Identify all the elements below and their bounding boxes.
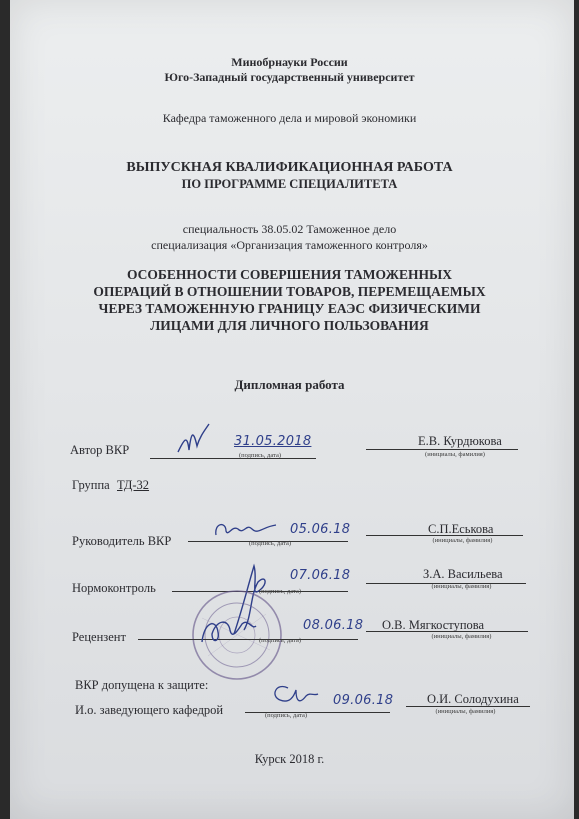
head-label: И.о. заведующего кафедрой <box>75 703 224 717</box>
group-label: Группа <box>72 478 110 492</box>
author-name: Е.В. Курдюкова <box>418 434 502 448</box>
author-label: Автор ВКР <box>70 443 130 457</box>
work-type-line-2: ПО ПРОГРАММЕ СПЕЦИАЛИТЕТА <box>181 177 398 191</box>
normcontrol-sign-caption: (подпись, дата) <box>258 588 302 595</box>
document-kind: Дипломная работа <box>234 377 345 392</box>
head-name-caption: (инициалы, фамилия) <box>435 708 496 715</box>
topic-line-4: ЛИЦАМИ ДЛЯ ЛИЧНОГО ПОЛЬЗОВАНИЯ <box>150 318 429 333</box>
author-name-line <box>366 449 518 450</box>
supervisor-sign-caption: (подпись, дата) <box>248 540 292 547</box>
author-signature <box>175 422 215 462</box>
group-value: ТД-32 <box>117 478 150 492</box>
author-sign-caption: (подпись, дата) <box>238 452 282 459</box>
supervisor-name: С.П.Еськова <box>428 522 494 536</box>
normcontrol-name-caption: (инициалы, фамилия) <box>431 583 492 590</box>
specialization-line: специализация «Организация таможенного контроля» <box>151 238 428 252</box>
reviewer-signature <box>198 612 260 650</box>
admission-line: ВКР допущена к защите: <box>75 678 209 692</box>
work-type-line-1: ВЫПУСКНАЯ КВАЛИФИКАЦИОННАЯ РАБОТА <box>126 160 453 175</box>
department-line: Кафедра таможенного дела и мировой экономики <box>162 111 417 125</box>
head-name: О.И. Солодухина <box>427 692 519 706</box>
reviewer-sign-caption: (подпись, дата) <box>258 637 302 644</box>
head-date: 09.06.18 <box>333 693 394 708</box>
speciality-line: специальность 38.05.02 Таможенное дело <box>182 222 397 236</box>
normcontrol-date: 07.06.18 <box>290 568 351 583</box>
topic-line-1: ОСОБЕННОСТИ СОВЕРШЕНИЯ ТАМОЖЕННЫХ <box>127 267 452 282</box>
topic-line-2: ОПЕРАЦИЙ В ОТНОШЕНИИ ТОВАРОВ, ПЕРЕМЕЩАЕМЫХ <box>93 284 486 299</box>
author-date: 31.05.2018 <box>234 434 312 449</box>
supervisor-label: Руководитель ВКР <box>72 534 172 548</box>
reviewer-label: Рецензент <box>72 630 126 644</box>
normcontrol-name: З.А. Васильева <box>423 567 503 581</box>
supervisor-name-caption: (инициалы, фамилия) <box>432 537 493 544</box>
author-name-caption: (инициалы, фамилия) <box>425 451 485 458</box>
normcontrol-label: Нормоконтроль <box>72 581 156 595</box>
head-sign-caption: (подпись, дата) <box>264 712 308 719</box>
reviewer-date: 08.06.18 <box>303 618 364 633</box>
city-year: Курск 2018 г. <box>254 752 325 766</box>
university-line: Юго-Западный государственный университет <box>164 70 415 84</box>
reviewer-name: О.В. Мягкоступова <box>382 618 485 632</box>
ministry-line: Минобрнауки России <box>231 55 348 69</box>
supervisor-date: 05.06.18 <box>290 522 351 537</box>
topic-line-3: ЧЕРЕЗ ТАМОЖЕННУЮ ГРАНИЦУ ЕАЭС ФИЗИЧЕСКИМИ <box>98 301 481 316</box>
reviewer-name-caption: (инициалы, фамилия) <box>431 633 492 640</box>
